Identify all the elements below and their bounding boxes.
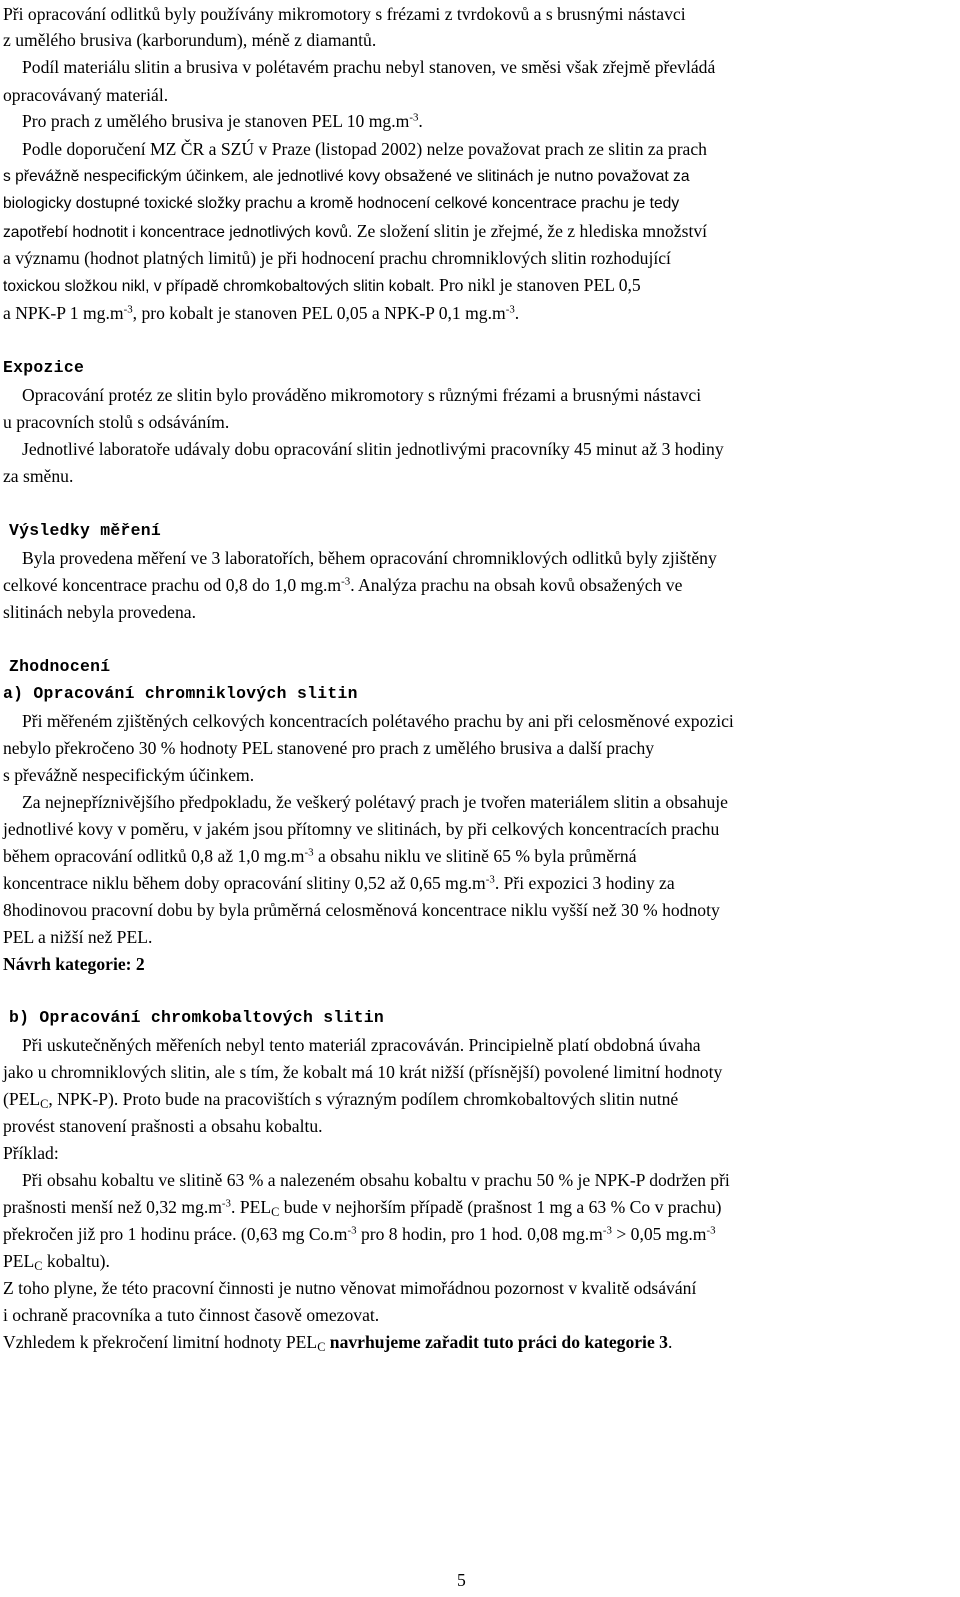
b-line-6: Při obsahu kobaltu ve slitině 63 % a nalezeném obsahu kobaltu v prachu 50 % je NPK-P dodržen při [22, 1170, 730, 1190]
b-line-4: provést stanovení prašnosti a obsahu kobaltu. [3, 1116, 323, 1136]
b-line-1: Při uskutečněných měřeních nebyl tento materiál zpracováván. Principielně platí obdobná úvaha [22, 1035, 701, 1055]
b-line-11: i ochraně pracovníka a tuto činnost časově omezovat. [3, 1305, 380, 1325]
subscript: C [34, 1259, 43, 1274]
vysledky-line-2: celkové koncentrace prachu od 0,8 do 1,0 $mg.m^{-3}$. Analýza prachu na obsah kovů obsažených ve [3, 575, 683, 595]
b-line-10: Z toho plyne, že této pracovní činnosti je nutno věnovat mimořádnou pozornost v kvalitě odsávání [3, 1278, 697, 1298]
a-line-4: Za nejnepříznivějšího předpokladu, že veškerý polétavý prach je tvořen materiálem slitin a obsahuje [22, 792, 728, 812]
superscript: -3 [347, 1224, 357, 1237]
superscript: -3 [304, 846, 314, 859]
superscript: -3 [341, 575, 351, 588]
b-line-12: Vzhledem k překročení limitní hodnoty $PEL_C$ navrhujeme zařadit tuto práci do kategorie 3. [3, 1332, 673, 1355]
a-line-5: jednotlivé kovy v poměru, v jakém jsou přítomny ve slitinách, by při celkových koncentracích prachu [3, 819, 720, 839]
subscript: C [317, 1340, 326, 1355]
heading-zhodnoceni: Zhodnocení [9, 657, 111, 676]
page-number: 5 [457, 1570, 466, 1590]
a-line-2: nebylo překročeno 30 % hodnoty PEL stanovené pro prach z umělého brusiva a další prachy [3, 738, 655, 758]
b-line-5: Příklad: [3, 1143, 59, 1163]
mz-line-7: a NPK-P 1 $mg.m^{-3}$, pro kobalt je stanoven PEL 0,05 a NPK-P 0,1 $mg.m^{-3}$. [3, 303, 520, 323]
mz-line-5: a významu (hodnot platných limitů) je při hodnocení prachu chromniklových slitin rozhodující [3, 248, 671, 268]
vysledky-line-3: slitinách nebyla provedena. [3, 602, 196, 622]
superscript: -3 [409, 111, 419, 124]
a-line-8: 8hodinovou pracovní dobu by byla průměrná celosměnová koncentrace niklu vyšší než 30 % hodnoty [3, 900, 720, 920]
intro-line-1: Při opracování odlitků byly používány mikromotory s frézami z tvrdokovů a s brusnými nástavci [3, 4, 686, 24]
mz-line-6: toxickou složkou nikl, v případě chromkobaltových slitin kobalt. Pro nikl je stanoven PEL 0,5 [3, 275, 641, 295]
mz-line-3: biologicky dostupné toxické složky prachu a kromě hodnocení celkové koncentrace prachu je tedy [3, 195, 680, 212]
superscript: -3 [505, 303, 515, 316]
a-line-7: koncentrace niklu během doby opracování slitiny 0,52 až 0,65 $mg.m^{-3}$. Při expozici 3 hodiny za [3, 873, 675, 893]
vysledky-line-1: Byla provedena měření ve 3 laboratořích, během opracování chromniklových odlitků byly zjištěny [22, 548, 717, 568]
superscript: -3 [602, 1224, 612, 1237]
expozice-line-4: za směnu. [3, 466, 74, 486]
superscript: -3 [485, 873, 495, 886]
b-line-2: jako u chromniklových slitin, ale s tím, že kobalt má 10 krát nižší (přísnější) povolené limitní hodnoty [3, 1062, 723, 1082]
superscript: -3 [221, 1197, 232, 1210]
heading-vysledky: Výsledky měření [9, 521, 162, 540]
expozice-line-1: Opracování protéz ze slitin bylo prováděno mikromotory s různými frézami a brusnými nástavci [22, 385, 702, 405]
mz-line-2: s převážně nespecifickým účinkem, ale jednotlivé kovy obsažené ve slitinách je nutno považovat za [3, 168, 690, 185]
b-line-9: $PEL_C$ kobaltu). [3, 1251, 110, 1274]
heading-expozice: Expozice [3, 358, 85, 377]
subscript: C [271, 1205, 280, 1220]
intro-line-3: Podíl materiálu slitin a brusiva v polétavém prachu nebyl stanoven, ve směsi však zřejmě převládá [22, 57, 716, 77]
heading-section-a: a) Opracování chromniklových slitin [3, 684, 358, 703]
intro-line-4: opracovávaný materiál. [3, 85, 169, 105]
superscript: -3 [706, 1224, 716, 1237]
expozice-line-2: u pracovních stolů s odsáváním. [3, 412, 230, 432]
expozice-line-3: Jednotlivé laboratoře udávaly dobu opracování slitin jednotlivými pracovníky 45 minut až 3 hodiny [22, 439, 724, 459]
a-line-6: během opracování odlitků 0,8 až 1,0 $mg.m^{-3}$ a obsahu niklu ve slitině 65 % byla průměrná [3, 846, 637, 866]
mz-line-1: Podle doporučení MZ ČR a SZÚ v Praze (listopad 2002) nelze považovat prach ze slitin za prach [22, 139, 707, 159]
a-line-3: s převážně nespecifickým účinkem. [3, 765, 255, 785]
a-kategorie: Návrh kategorie: 2 [3, 954, 145, 974]
subscript: C [40, 1097, 49, 1112]
b-line-7: prašnosti menší než 0,32 $mg.m^{-3}$. $PEL_C$ bude v nejhorším případě (prašnost 1 mg a 63 % Co v prachu) [3, 1197, 722, 1220]
mz-line-4: zapotřebí hodnotit i koncentrace jednotlivých kovů. Ze složení slitin je zřejmé, že z hlediska množství [3, 221, 708, 241]
b-line-3: ($PEL_C$, NPK-P). Proto bude na pracovištích s výrazným podílem chromkobaltových slitin nutné [3, 1089, 679, 1112]
a-line-9: PEL a nižší než PEL. [3, 927, 153, 947]
superscript: -3 [123, 303, 133, 316]
a-line-1: Při měřeném zjištěných celkových koncentracích polétavého prachu by ani při celosměnové expozici [22, 711, 734, 731]
intro-line-2: z umělého brusiva (karborundum), méně z diamantů. [3, 30, 377, 50]
heading-section-b: b) Opracování chromkobaltových slitin [9, 1008, 385, 1027]
intro-line-5: Pro prach z umělého brusiva je stanoven PEL 10 $mg.m^{-3}$. [22, 111, 423, 131]
b-line-8: překročen již pro 1 hodinu práce. (0,63 mg $Co.m^{-3}$ pro 8 hodin, pro 1 hod. 0,08 $mg.m^{-3} > 0,05$ $mg.m^{-3}$ [3, 1224, 716, 1244]
